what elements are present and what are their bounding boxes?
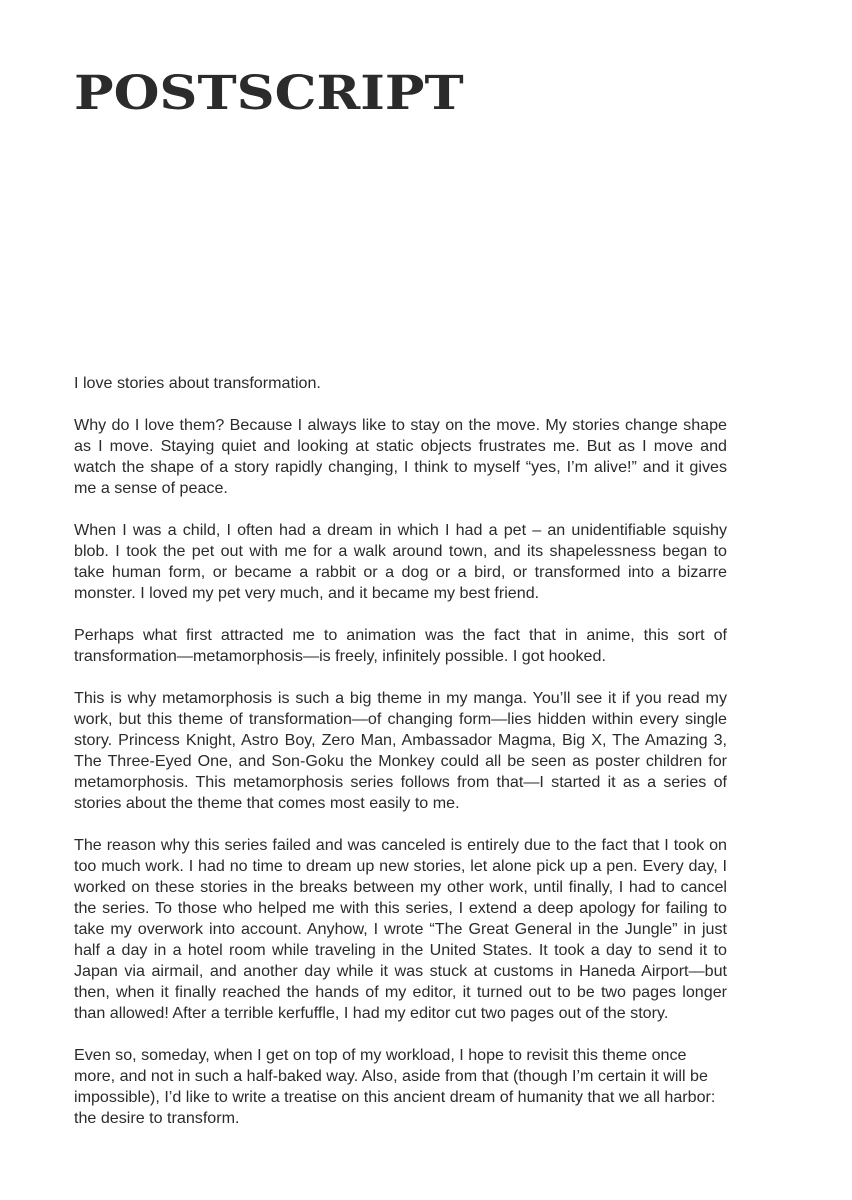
paragraph: The reason why this series failed and was canceled is entirely due to the fact that I took on too much work. I had no time to dream up new stories, let alone pick up a pen. Every day, I worked on these stories in the breaks between my other work, until finally, I had to cancel the series. To those who helped me with this series, I extend a deep apology for failing to take my overwork into account. Anyhow, I wrote “The Great General in the Jungle” in just half a day in a hotel room while traveling in the United States. It took a day to send it to Japan via airmail, and another day while it was stuck at customs in Haneda Airport—but then, when it finally reached the hands of my editor, it turned out to be two pages longer than allowed! After a terrible kerfuffle, I had my editor cut two pages out of the story. [74, 836, 727, 1022]
paragraph: This is why metamorphosis is such a big theme in my manga. You’ll see it if you read my work, but this theme of transformation—of changing form—lies hidden within every single story. Princess Knight, Astro Boy, Zero Man, Ambassador Magma, Big X, The Amazing 3, The Three-Eyed One, and Son-Goku the Monkey could all be seen as poster children for metamorphosis. This metamorphosis series follows from that—I started it as a series of stories about the theme that comes most easily to me. [74, 689, 727, 812]
paragraph: Even so, someday, when I get on top of my workload, I hope to revisit this theme once more, and not in such a half-baked way. Also, aside from that (though I’m certain it will be impossible), I’d like to write a treatise on this ancient dream of humanity that we all harbor: the desire to transform. [74, 1046, 716, 1127]
paragraph: I love stories about transformation. [74, 374, 321, 392]
paragraph: Why do I love them? Because I always like to stay on the move. My stories change shape as I move. Staying quiet and looking at static objects frustrates me. But as I move and watch the shape of a story rapidly changing, I think to myself “yes, I’m alive!” and it gives me a sense of peace. [74, 416, 727, 497]
page-title: POSTSCRIPT [74, 66, 464, 121]
postscript-body [74, 373, 727, 1129]
paragraph: When I was a child, I often had a dream in which I had a pet – an unidentifiable squishy blob. I took the pet out with me for a walk around town, and its shapelessness began to take human form, or became a rabbit or a dog or a bird, or transformed into a bizarre monster. I loved my pet very much, and it became my best friend. [74, 521, 727, 602]
paragraph: Perhaps what first attracted me to animation was the fact that in anime, this sort of transformation—metamorphosis—is freely, infinitely possible. I got hooked. [74, 626, 727, 665]
